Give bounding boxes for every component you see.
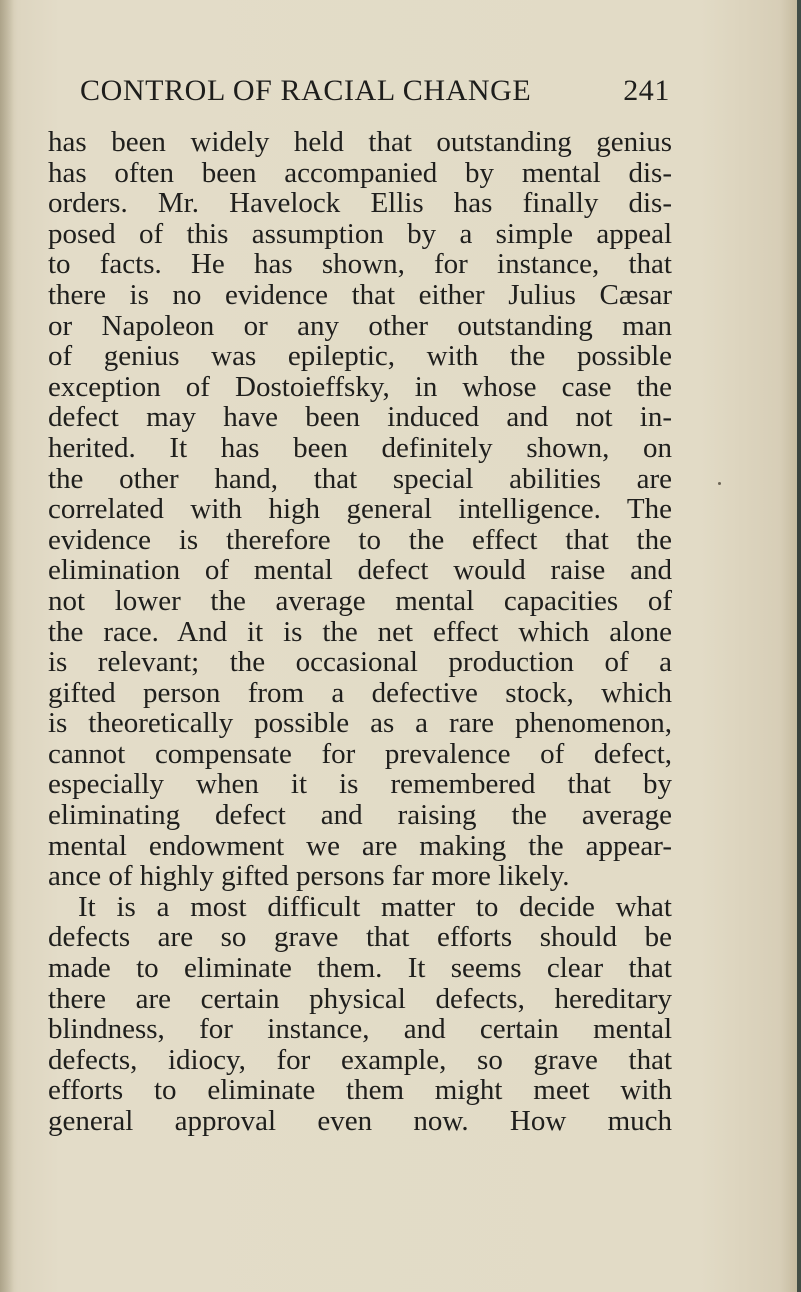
text-line: or Napoleon or any other outstanding man	[48, 309, 672, 342]
text-line: defect may have been induced and not in-	[48, 401, 672, 434]
text-line: there are certain physical defects, hereditary	[48, 982, 672, 1015]
text-line: to facts. He has shown, for instance, that	[48, 248, 672, 281]
body-text	[48, 127, 672, 1137]
text-line: the race. And it is the net effect which alone	[48, 615, 672, 648]
text-line: It is a most difficult matter to decide what	[78, 890, 672, 923]
running-head	[50, 62, 670, 122]
text-line: efforts to eliminate them might meet with	[48, 1074, 672, 1107]
text-line: defects, idiocy, for example, so grave that	[48, 1043, 672, 1076]
running-head-title: CONTROL OF RACIAL CHANGE	[80, 74, 532, 107]
text-line: made to eliminate them. It seems clear that	[48, 952, 672, 985]
text-line: is relevant; the occasional production of a	[48, 646, 672, 679]
text-line: is theoretically possible as a rare phenomenon,	[48, 707, 672, 740]
text-line: orders. Mr. Havelock Ellis has finally dis-	[48, 187, 672, 220]
text-line: general approval even now. How much	[48, 1105, 672, 1137]
text-line: evidence is therefore to the effect that the	[48, 523, 672, 556]
text-line: has often been accompanied by mental dis-	[48, 156, 672, 189]
text-line: of genius was epileptic, with the possible	[48, 340, 672, 373]
text-line: gifted person from a defective stock, which	[48, 676, 672, 709]
text-line: especially when it is remembered that by	[48, 768, 672, 801]
text-line: there is no evidence that either Julius Cæsar	[48, 278, 672, 311]
paragraph-2	[48, 892, 672, 1137]
text-line: blindness, for instance, and certain mental	[48, 1013, 672, 1046]
spine-shadow	[0, 0, 14, 1292]
page-edge	[797, 0, 801, 1292]
text-line: herited. It has been definitely shown, on	[48, 431, 672, 464]
text-line: has been widely held that outstanding genius	[48, 126, 672, 158]
text-line: eliminating defect and raising the average	[48, 799, 672, 832]
page-number: 241	[623, 74, 670, 107]
paragraph-1	[48, 127, 672, 892]
text-line: exception of Dostoieffsky, in whose case the	[48, 370, 672, 403]
text-line: the other hand, that special abilities are	[48, 462, 672, 495]
text-line: defects are so grave that efforts should be	[48, 921, 672, 954]
text-line: cannot compensate for prevalence of defect,	[48, 737, 672, 770]
text-line: mental endowment we are making the appear-	[48, 829, 672, 862]
text-line: elimination of mental defect would raise and	[48, 554, 672, 587]
text-line: not lower the average mental capacities of	[48, 584, 672, 617]
text-line: correlated with high general intelligence. The	[48, 493, 672, 526]
paper-speck	[718, 482, 721, 485]
text-line: posed of this assumption by a simple appeal	[48, 217, 672, 250]
text-line: ance of highly gifted persons far more likely.	[48, 860, 570, 893]
